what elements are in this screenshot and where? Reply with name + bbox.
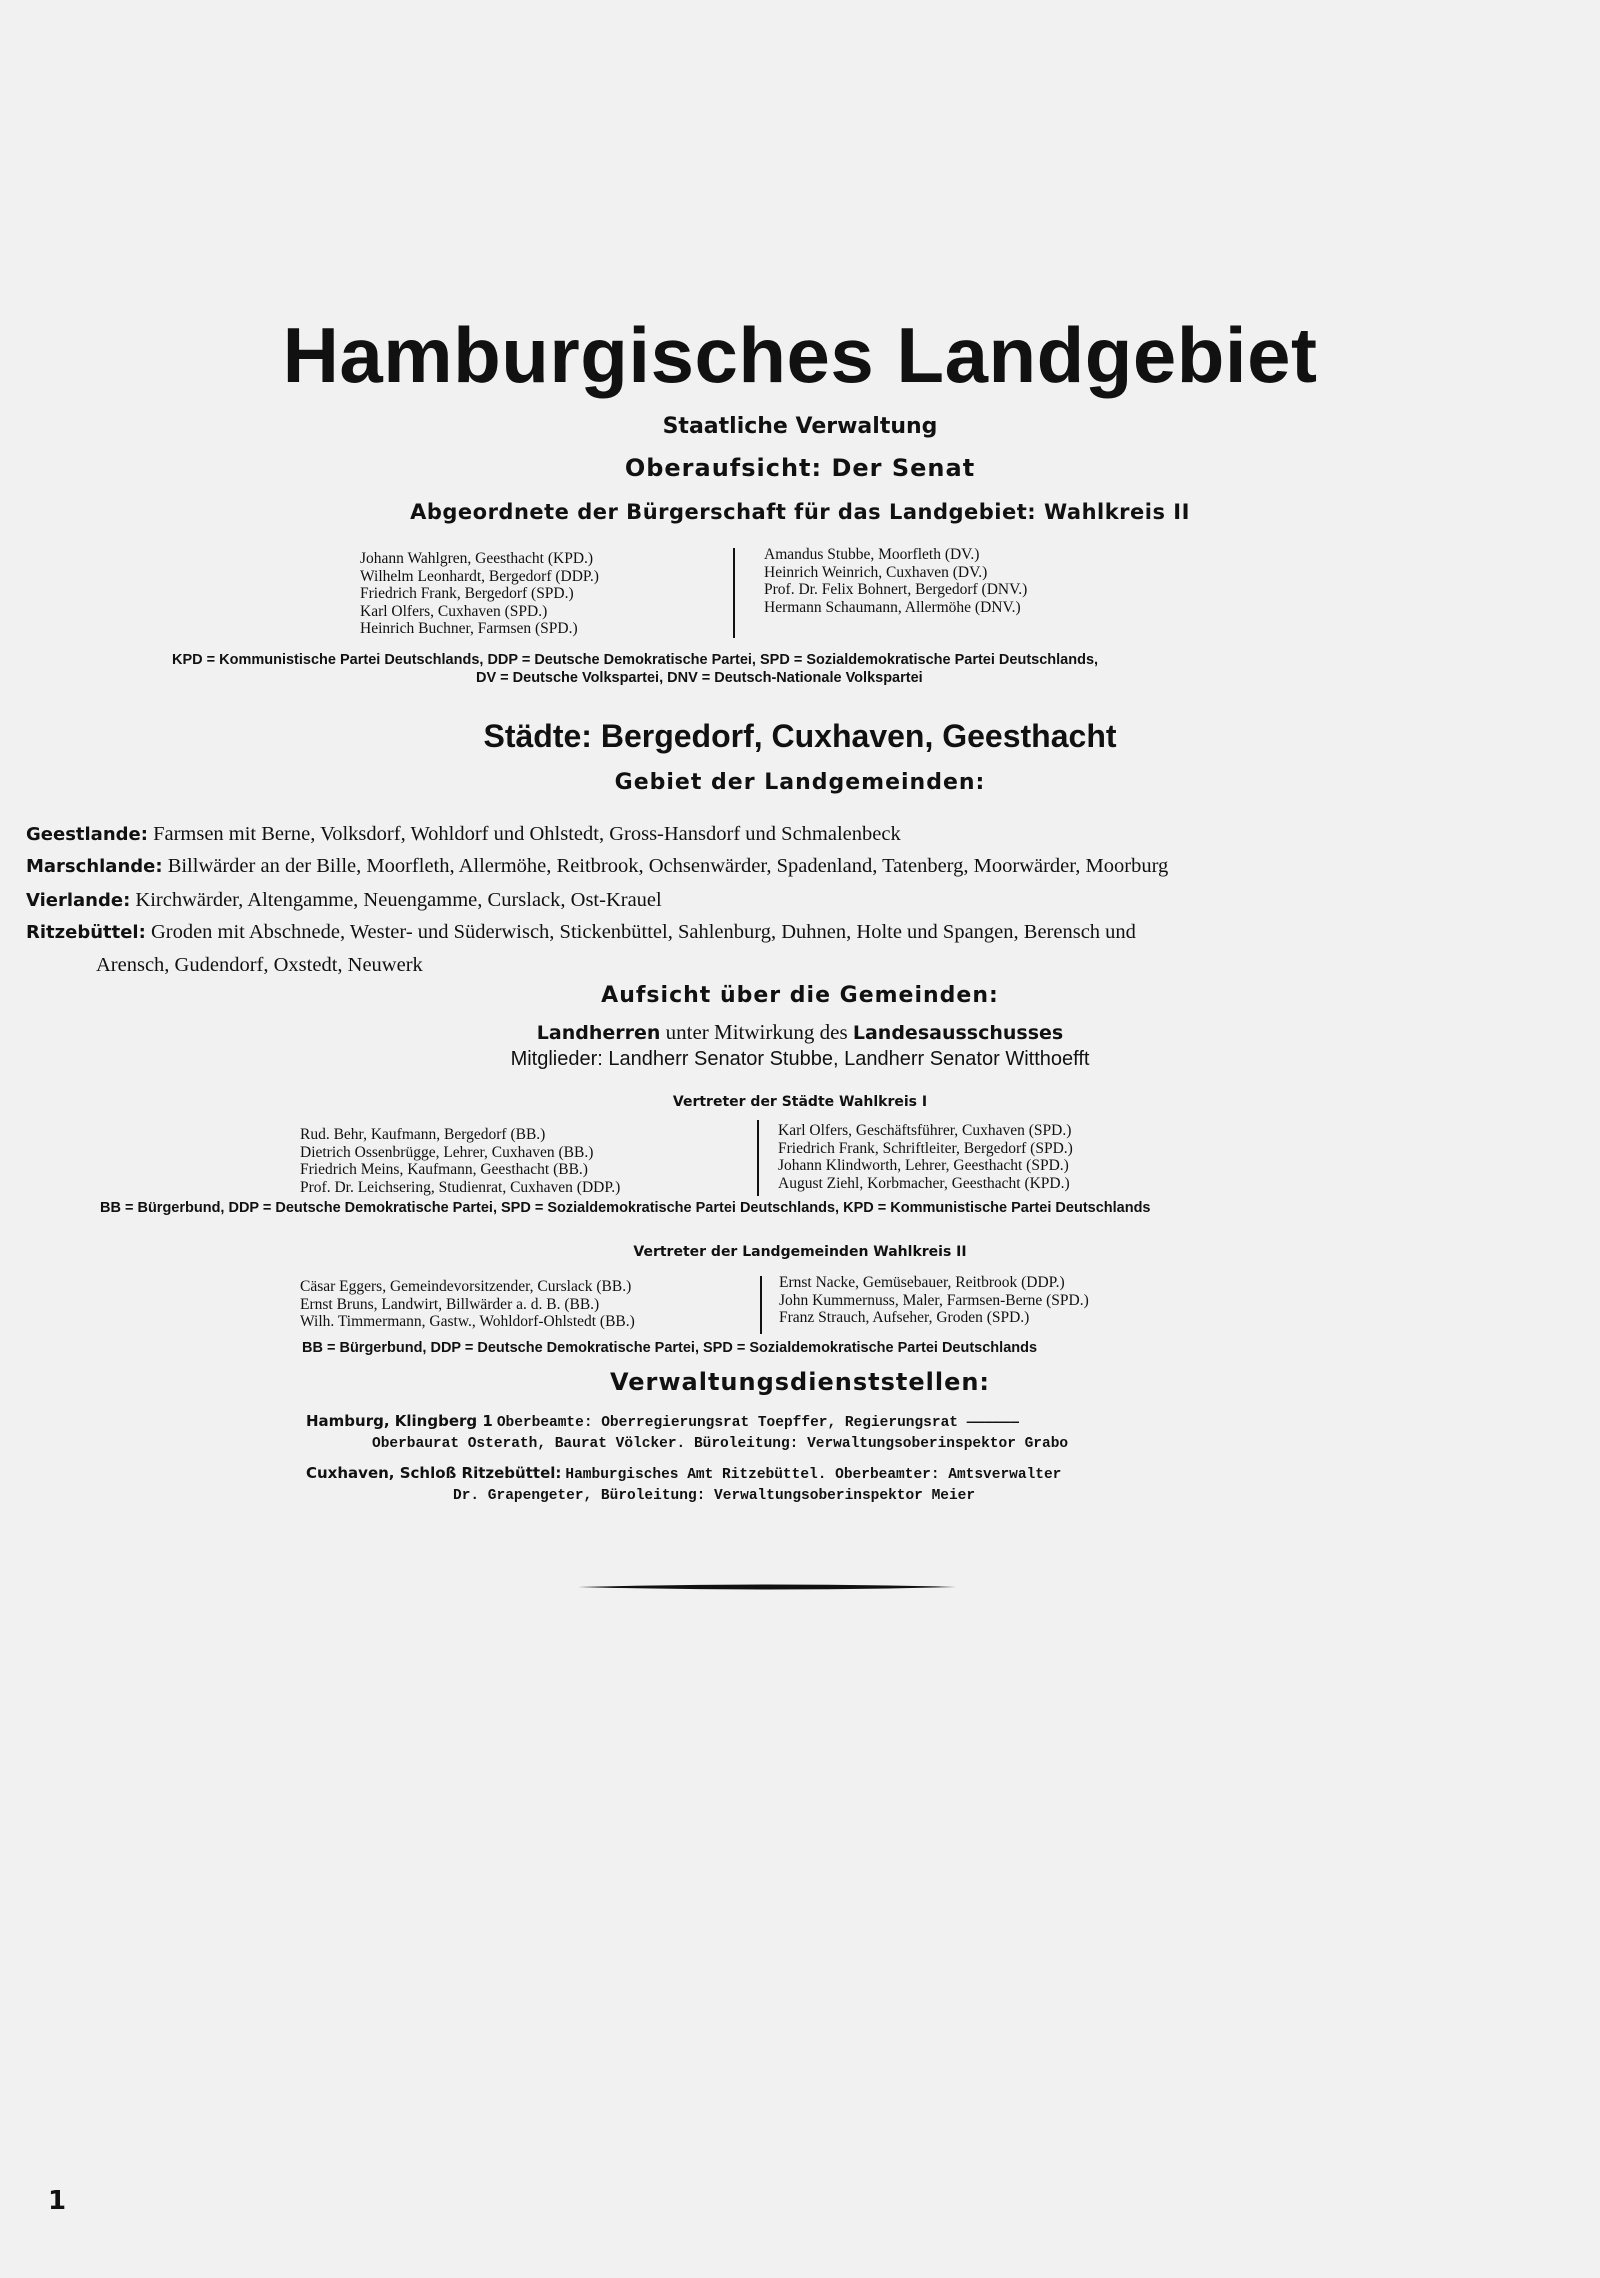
verwaltung-heading: Verwaltungsdienststellen: [609,1368,991,1396]
list-item: Heinrich Buchner, Farmsen (SPD.) [360,620,578,637]
verwaltung-cuxhaven-cont: Dr. Grapengeter, Büroleitung: Verwaltungsoberinspektor Meier [453,1488,976,1504]
aufsicht-heading: Aufsicht über die Gemeinden: [601,983,999,1008]
region-text: Billwärder an der Bille, Moorfleth, Allermöhe, Reitbrook, Ochsenwärder, Spadenland, Tatenberg, Moorwärder, Moorburg [167,855,1169,877]
subtitle-oberaufsicht: Oberaufsicht: Der Senat [624,454,976,482]
verwaltung-hamburg-cont: Oberbaurat Osterath, Baurat Völcker. Büroleitung: Verwaltungsoberinspektor Grabo [372,1436,1069,1452]
region-text-continued: Arensch, Gudendorf, Oxstedt, Neuwerk [96,954,423,976]
list-item: Friedrich Frank, Schriftleiter, Bergedorf (SPD.) [778,1139,1073,1157]
list-item: Johann Klindworth, Lehrer, Geesthacht (SPD.) [778,1157,1069,1174]
landherren-label: Landherren [536,1022,661,1044]
abgeordnete-left-column [360,550,599,638]
list-item: Friedrich Meins, Kaufmann, Geesthacht (BB.) [300,1161,588,1178]
list-item: Johann Wahlgren, Geesthacht (KPD.) [360,550,594,567]
list-item: Prof. Dr. Felix Bohnert, Bergedorf (DNV.) [764,581,1028,598]
subtitle-verwaltung: Staatliche Verwaltung [662,414,938,439]
party-legend-cont: DV = Deutsche Volkspartei, DNV = Deutsch-Nationale Volkspartei [476,670,923,686]
list-item: Wilhelm Leonhardt, Bergedorf (DDP.) [360,567,599,585]
list-item: Wilh. Timmermann, Gastw., Wohldorf-Ohlstedt (BB.) [300,1313,635,1330]
region-text: Farmsen mit Berne, Volksdorf, Wohldorf und Ohlstedt, Gross-Hansdorf und Schmalenbeck [153,823,901,845]
region-ritzebuettel [26,916,1506,981]
region-label: Ritzebüttel: [26,922,146,943]
page-title: Hamburgisches Landgebiet [282,311,1318,399]
list-item: Friedrich Frank, Bergedorf (SPD.) [360,585,574,602]
column-divider [757,1120,759,1196]
staedte-vertreter-heading: Vertreter der Städte Wahlkreis I [672,1094,928,1110]
region-text: Kirchwärder, Altengamme, Neuengamme, Curslack, Ost-Krauel [135,889,662,911]
staedte-vertreter-right [778,1122,1073,1192]
region-label: Vierlande: [26,890,131,911]
landgemeinden-vertreter-heading: Vertreter der Landgemeinden Wahlkreis II [633,1244,967,1260]
party-legend: BB = Bürgerbund, DDP = Deutsche Demokratische Partei, SPD = Sozialdemokratische Partei Deutschlands [302,1340,1038,1356]
list-item: Franz Strauch, Aufseher, Groden (SPD.) [779,1309,1030,1326]
list-item: Ernst Bruns, Landwirt, Billwärder a. d. B. (BB.) [300,1295,600,1313]
landgemeinden-vertreter-right [779,1274,1089,1327]
subtitle-abgeordnete: Abgeordnete der Bürgerschaft für das Landgebiet: Wahlkreis II [410,500,1190,524]
list-item: Heinrich Weinrich, Cuxhaven (DV.) [764,563,988,581]
verwaltung-place: Hamburg, Klingberg 1 [306,1412,493,1430]
region-vierlande [26,884,1506,917]
region-label: Marschlande: [26,856,163,877]
region-marschlande [26,850,1506,883]
verwaltung-cuxhaven [306,1464,1061,1483]
list-item: Dietrich Ossenbrügge, Lehrer, Cuxhaven (BB.) [300,1143,594,1161]
mitglieder-line: Mitglieder: Landherr Senator Stubbe, Landherr Senator Witthoefft [510,1048,1090,1070]
staedte-vertreter-left [300,1126,620,1196]
party-legend: BB = Bürgerbund, DDP = Deutsche Demokratische Partei, SPD = Sozialdemokratische Partei Deutschlands, KPD = Kommunistische Partei Deutschlands [100,1200,1151,1216]
region-label: Geestlande: [26,824,148,845]
list-item: August Ziehl, Korbmacher, Geesthacht (KPD.) [778,1174,1070,1192]
verwaltung-place: Cuxhaven, Schloß Ritzebüttel: [306,1464,562,1482]
list-item: Ernst Nacke, Gemüsebauer, Reitbrook (DDP.) [779,1274,1065,1291]
verwaltung-text: Oberbeamte: Oberregierungsrat Toepffer, Regierungsrat —————— [496,1415,1019,1431]
column-divider [733,548,735,638]
verwaltung-text: Hamburgisches Amt Ritzebüttel. Oberbeamter: Amtsverwalter [565,1467,1062,1483]
abgeordnete-right-column [764,546,1027,616]
verwaltung-hamburg [306,1412,1019,1431]
list-item: Karl Olfers, Cuxhaven (SPD.) [360,602,548,620]
region-geestlande [26,818,1506,851]
list-item: Prof. Dr. Leichsering, Studienrat, Cuxhaven (DDP.) [300,1178,621,1196]
staedte-heading: Städte: Bergedorf, Cuxhaven, Geesthacht [483,718,1117,754]
list-item: Rud. Behr, Kaufmann, Bergedorf (BB.) [300,1126,546,1143]
list-item: Karl Olfers, Geschäftsführer, Cuxhaven (SPD.) [778,1122,1072,1139]
landherren-line [0,1020,1600,1045]
list-item: Amandus Stubbe, Moorfleth (DV.) [764,546,980,563]
page-number: 1 [48,2186,67,2216]
landgemeinden-vertreter-left [300,1278,635,1331]
landesausschuss-label: Landesausschusses [852,1022,1064,1044]
list-item: Hermann Schaumann, Allermöhe (DNV.) [764,598,1021,616]
decorative-rule [578,1582,956,1592]
region-text: Groden mit Abschnede, Wester- und Süderwisch, Stickenbüttel, Sahlenburg, Duhnen, Holte und Spangen, Berensch und [150,921,1136,943]
column-divider [760,1276,762,1334]
list-item: Cäsar Eggers, Gemeindevorsitzender, Curslack (BB.) [300,1278,632,1295]
list-item: John Kummernuss, Maler, Farmsen-Berne (SPD.) [779,1291,1089,1309]
party-legend: KPD = Kommunistische Partei Deutschlands, DDP = Deutsche Demokratische Partei, SPD = Sozialdemokratische Partei Deutschlands, [172,652,1099,668]
gebiet-heading: Gebiet der Landgemeinden: [614,770,986,795]
landherren-mid: unter Mitwirkung des [665,1020,848,1044]
